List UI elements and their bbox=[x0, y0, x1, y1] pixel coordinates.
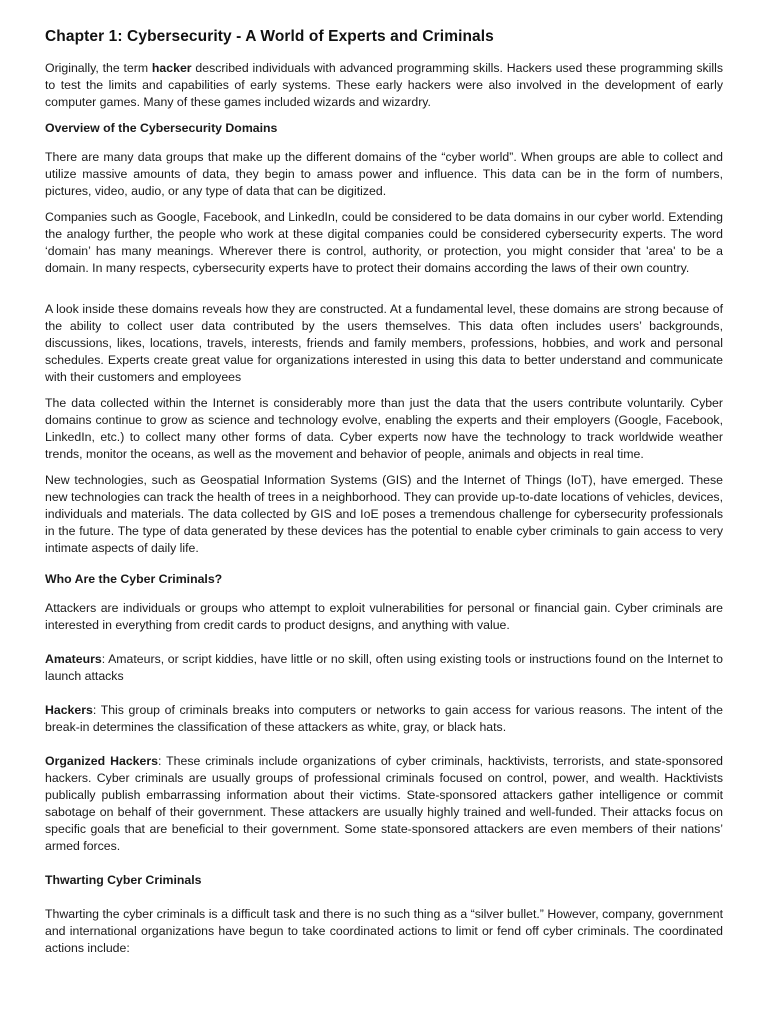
criminals-paragraph-1: Attackers are individuals or groups who attempt to exploit vulnerabilities for personal or financial gain. Cyber criminals are interested in everything from credit cards to product designs, and anything with value. bbox=[45, 601, 723, 632]
domains-paragraph-5: New technologies, such as Geospatial Information Systems (GIS) and the Internet of Things (IoT), have emerged. These new technologies can track the health of trees in a neighborhood. They can provide up-to-date locations of vehicles, devices, individuals and materials. The data collected by GIS and IoE poses a tremendous challenge for cybersecurity professionals in the future. The type of data generated by these devices has the potential to enable cyber criminals to gain access to very intimate aspects of daily life. bbox=[45, 473, 723, 555]
document-page bbox=[45, 28, 723, 966]
organized-hackers-text: : These criminals include organizations of cyber criminals, hacktivists, terrorists, and state-sponsored hackers. Cyber criminals are usually groups of professional criminals focused on control, power, and wealth. Hacktivists publically publish embarrassing information about their victims. State-sponsored attackers gather intelligence or commit sabotage on behalf of their government. These attackers are usually highly trained and well-funded. Their attacks focus on specific goals that are beneficial to their government. Some state-sponsored attackers are even members of their nations’ armed forces. bbox=[45, 754, 723, 853]
heading-cyber-criminals: Who Are the Cyber Criminals? bbox=[45, 572, 223, 586]
intro-paragraph bbox=[45, 60, 723, 111]
intro-post: described individuals with advanced programming skills. Hackers used these programming skills to test the limits and capabilities of early systems. These early hackers were also involved in the development of early computer games. Many of these games included wizards and wizardry. bbox=[45, 61, 723, 109]
domains-paragraph-3: A look inside these domains reveals how they are constructed. At a fundamental level, these domains are strong because of the ability to collect user data contributed by the users themselves. This data often includes users’ backgrounds, discussions, likes, locations, travels, interests, friends and family members, professions, hobbies, and work and personal schedules. Experts create great value for organizations interested in using this data to better understand and communicate with their customers and employees bbox=[45, 302, 723, 384]
amateurs-term: Amateurs bbox=[45, 652, 102, 666]
hackers-text: : This group of criminals breaks into computers or networks to gain access for various reasons. The intent of the break-in determines the classification of these attackers as white, gray, or black hats. bbox=[45, 703, 723, 734]
hackers-paragraph bbox=[45, 702, 723, 736]
organized-hackers-paragraph bbox=[45, 753, 723, 855]
organized-hackers-term: Organized Hackers bbox=[45, 754, 158, 768]
intro-pre: Originally, the term bbox=[45, 61, 152, 75]
intro-term-hacker: hacker bbox=[151, 61, 192, 75]
thwarting-paragraph: Thwarting the cyber criminals is a difficult task and there is no such thing as a “silver bullet.” However, company, government and international organizations have begun to take coordinated actions to limit or fend off cyber criminals. The coordinated actions include: bbox=[45, 907, 723, 955]
domains-paragraph-2: Companies such as Google, Facebook, and LinkedIn, could be considered to be data domains in our cyber world. Extending the analogy further, the people who work at these digital companies could be considered cybersecurity experts. The word ‘domain’ has many meanings. Wherever there is control, authority, or protection, you might consider that 'area' to be a domain. In many respects, cybersecurity experts have to protect their domains according the laws of their own country. bbox=[45, 210, 723, 275]
amateurs-text: : Amateurs, or script kiddies, have little or no skill, often using existing tools or instructions found on the Internet to launch attacks bbox=[45, 652, 723, 683]
heading-cybersecurity-domains: Overview of the Cybersecurity Domains bbox=[45, 121, 278, 135]
domains-paragraph-1: There are many data groups that make up the different domains of the “cyber world”. When groups are able to collect and utilize massive amounts of data, they begin to amass power and influence. This data can be in the form of numbers, pictures, video, audio, or any type of data that can be digitized. bbox=[45, 150, 723, 198]
chapter-title: Chapter 1: Cybersecurity - A World of Experts and Criminals bbox=[45, 28, 494, 45]
hackers-term: Hackers bbox=[45, 703, 93, 717]
domains-paragraph-4: The data collected within the Internet is considerably more than just the data that the users contribute voluntarily. Cyber domains continue to grow as science and technology evolve, enabling the experts and their employers (Google, Facebook, LinkedIn, etc.) to collect many other forms of data. Cyber experts now have the technology to track worldwide weather trends, monitor the oceans, as well as the movement and behavior of people, animals and objects in real time. bbox=[45, 396, 723, 461]
heading-thwarting-cyber-criminals: Thwarting Cyber Criminals bbox=[45, 873, 202, 887]
amateurs-paragraph bbox=[45, 651, 723, 685]
